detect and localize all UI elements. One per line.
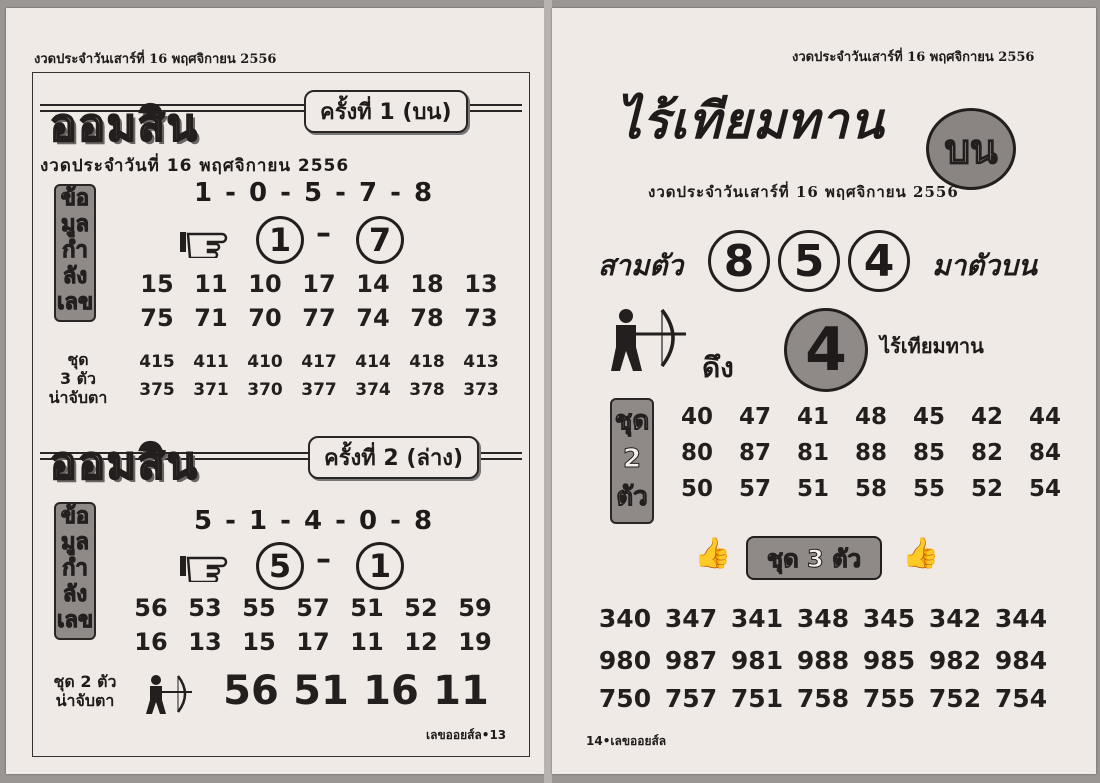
right-title: ไร้เทียมทาน	[616, 92, 885, 150]
number-cell: 754	[994, 684, 1048, 713]
section1-side-label	[54, 184, 96, 322]
side-label-line: เลข	[56, 290, 94, 315]
number-cell: 347	[664, 604, 718, 633]
thumbs-up-icon: 👍	[694, 536, 732, 571]
number-cell: 344	[994, 604, 1048, 633]
number-cell: 16	[134, 628, 168, 656]
section1-digits: 1 - 0 - 5 - 7 - 8	[194, 178, 435, 208]
number-cell: 374	[355, 380, 391, 400]
number-cell: 13	[464, 270, 498, 298]
section1-set-label	[36, 350, 120, 407]
section2-round-label: ครั้งที่ 2 (ล่าง)	[308, 436, 479, 479]
side-label-line: มูล	[61, 212, 89, 237]
number-cell: 10	[248, 270, 282, 298]
section2-digits: 5 - 1 - 4 - 0 - 8	[194, 506, 435, 536]
number-cell: 19	[458, 628, 492, 656]
set-label-line: ชุด 2 ตัว	[53, 672, 117, 691]
set-label-line: น่าจับตา	[48, 388, 108, 407]
section1-subtitle: งวดประจำวันที่ 16 พฤศจิกายน 2556	[40, 156, 350, 176]
section1-round-label: ครั้งที่ 1 (บน)	[304, 90, 468, 133]
pointing-hand-icon	[178, 226, 238, 262]
number-cell: 51	[796, 476, 829, 502]
right-subtitle: งวดประจำวันเสาร์ที่ 16 พฤศจิกายน 2556	[648, 183, 959, 201]
pull-digit: 4	[784, 308, 868, 392]
number-cell: 375	[139, 380, 175, 400]
set-label-line: 3 ตัว	[59, 369, 97, 388]
number-cell: 56	[134, 594, 168, 622]
number-cell: 11	[433, 668, 489, 714]
thumbs-up-icon: 👍	[902, 536, 940, 571]
pull-label: ดึง	[702, 351, 734, 384]
set3-label: ชุด 3 ตัว	[746, 536, 882, 580]
number-cell: 415	[139, 352, 175, 372]
set3-row	[592, 646, 1054, 675]
left-page-footer: เลขออยส์ล•13	[426, 728, 507, 742]
three-digit: 5	[778, 230, 840, 292]
number-cell: 57	[296, 594, 330, 622]
number-cell: 54	[1028, 476, 1061, 502]
three-suffix: มาตัวบน	[932, 249, 1037, 282]
number-cell: 40	[680, 404, 713, 430]
number-cell: 16	[363, 668, 419, 714]
pair-dash: –	[316, 216, 331, 251]
set-label-line: ตัว	[616, 482, 648, 512]
section1-pair-second: 7	[356, 216, 404, 264]
number-cell: 73	[464, 304, 498, 332]
set2-row	[668, 404, 1074, 430]
number-cell: 41	[796, 404, 829, 430]
number-cell: 70	[248, 304, 282, 332]
number-cell: 418	[409, 352, 445, 372]
number-cell: 52	[970, 476, 1003, 502]
number-cell: 345	[862, 604, 916, 633]
section2-pair-first: 5	[256, 542, 304, 590]
section2-row2	[124, 628, 502, 656]
section1-three-row1	[130, 352, 508, 372]
number-cell: 757	[664, 684, 718, 713]
set-label-line: ชุด	[67, 350, 89, 369]
number-cell: 59	[458, 594, 492, 622]
archer-icon	[142, 672, 194, 720]
number-cell: 15	[140, 270, 174, 298]
number-cell: 413	[463, 352, 499, 372]
number-cell: 11	[194, 270, 228, 298]
section1-title: ออมสิน	[50, 100, 199, 151]
set2-row	[668, 440, 1074, 466]
number-cell: 58	[854, 476, 887, 502]
set2-label	[610, 398, 654, 524]
number-cell: 45	[912, 404, 945, 430]
number-cell: 411	[193, 352, 229, 372]
section2-set-label	[40, 672, 130, 710]
side-label-line: ลัง	[62, 264, 88, 289]
number-cell: 12	[404, 628, 438, 656]
three-digit: 4	[848, 230, 910, 292]
number-cell: 44	[1028, 404, 1061, 430]
archer-icon	[608, 306, 688, 380]
number-cell: 348	[796, 604, 850, 633]
number-cell: 17	[296, 628, 330, 656]
number-cell: 340	[598, 604, 652, 633]
number-cell: 987	[664, 646, 718, 675]
number-cell: 414	[355, 352, 391, 372]
spine	[544, 0, 552, 783]
number-cell: 410	[247, 352, 283, 372]
number-cell: 371	[193, 380, 229, 400]
side-label-line: กำ	[62, 556, 88, 581]
number-cell: 342	[928, 604, 982, 633]
set2-row	[668, 476, 1074, 502]
number-cell: 53	[188, 594, 222, 622]
number-cell: 87	[738, 440, 771, 466]
number-cell: 752	[928, 684, 982, 713]
number-cell: 57	[738, 476, 771, 502]
number-cell: 341	[730, 604, 784, 633]
badge-upper: บน	[926, 108, 1016, 190]
number-cell: 75	[140, 304, 174, 332]
side-label-line: ลัง	[62, 582, 88, 607]
number-cell: 88	[854, 440, 887, 466]
section2-side-label	[54, 502, 96, 640]
set3-row	[592, 684, 1054, 713]
number-cell: 77	[302, 304, 336, 332]
set3-row	[592, 604, 1054, 633]
number-cell: 56	[223, 668, 279, 714]
number-cell: 50	[680, 476, 713, 502]
number-cell: 981	[730, 646, 784, 675]
left-page	[6, 8, 544, 774]
side-label-line: ข้อ	[60, 504, 90, 529]
set-label-line: น่าจับตา	[55, 691, 115, 710]
side-label-line: เลข	[56, 608, 94, 633]
number-cell: 82	[970, 440, 1003, 466]
number-cell: 85	[912, 440, 945, 466]
pull-suffix: ไร้เทียมทาน	[880, 334, 984, 358]
section1-row2	[130, 304, 508, 332]
number-cell: 18	[410, 270, 444, 298]
section1-row1	[130, 270, 508, 298]
section2-pair-second: 1	[356, 542, 404, 590]
number-cell: 55	[242, 594, 276, 622]
three-digit: 8	[708, 230, 770, 292]
number-cell: 80	[680, 440, 713, 466]
number-cell: 52	[404, 594, 438, 622]
set-label-line: 2	[622, 444, 642, 474]
number-cell: 758	[796, 684, 850, 713]
number-cell: 377	[301, 380, 337, 400]
number-cell: 988	[796, 646, 850, 675]
set-label-line: ชุด	[614, 406, 650, 436]
number-cell: 47	[738, 404, 771, 430]
number-cell: 980	[598, 646, 652, 675]
number-cell: 42	[970, 404, 1003, 430]
number-cell: 378	[409, 380, 445, 400]
number-cell: 985	[862, 646, 916, 675]
number-cell: 17	[302, 270, 336, 298]
number-cell: 48	[854, 404, 887, 430]
section2-picks	[216, 668, 496, 714]
number-cell: 74	[356, 304, 390, 332]
section1-pair-first: 1	[256, 216, 304, 264]
left-header-date: งวดประจำวันเสาร์ที่ 16 พฤศจิกายน 2556	[34, 52, 277, 67]
number-cell: 13	[188, 628, 222, 656]
number-cell: 11	[350, 628, 384, 656]
side-label-line: กำ	[62, 238, 88, 263]
number-cell: 984	[994, 646, 1048, 675]
number-cell: 71	[194, 304, 228, 332]
section1-three-row2	[130, 380, 508, 400]
right-page	[552, 8, 1096, 774]
pointing-hand-icon	[178, 550, 238, 586]
number-cell: 15	[242, 628, 276, 656]
number-cell: 14	[356, 270, 390, 298]
number-cell: 370	[247, 380, 283, 400]
number-cell: 982	[928, 646, 982, 675]
right-page-footer: 14•เลขออยส์ล	[586, 734, 667, 748]
number-cell: 84	[1028, 440, 1061, 466]
side-label-line: มูล	[61, 530, 89, 555]
section2-title: ออมสิน	[50, 438, 199, 489]
number-cell: 51	[350, 594, 384, 622]
number-cell: 78	[410, 304, 444, 332]
number-cell: 755	[862, 684, 916, 713]
three-label: สามตัว	[598, 249, 684, 282]
number-cell: 417	[301, 352, 337, 372]
right-header-date: งวดประจำวันเสาร์ที่ 16 พฤศจิกายน 2556	[792, 50, 1035, 65]
side-label-line: ข้อ	[60, 186, 90, 211]
number-cell: 51	[293, 668, 349, 714]
number-cell: 750	[598, 684, 652, 713]
section2-row1	[124, 594, 502, 622]
number-cell: 81	[796, 440, 829, 466]
pair-dash: –	[316, 542, 331, 577]
number-cell: 751	[730, 684, 784, 713]
number-cell: 55	[912, 476, 945, 502]
number-cell: 373	[463, 380, 499, 400]
